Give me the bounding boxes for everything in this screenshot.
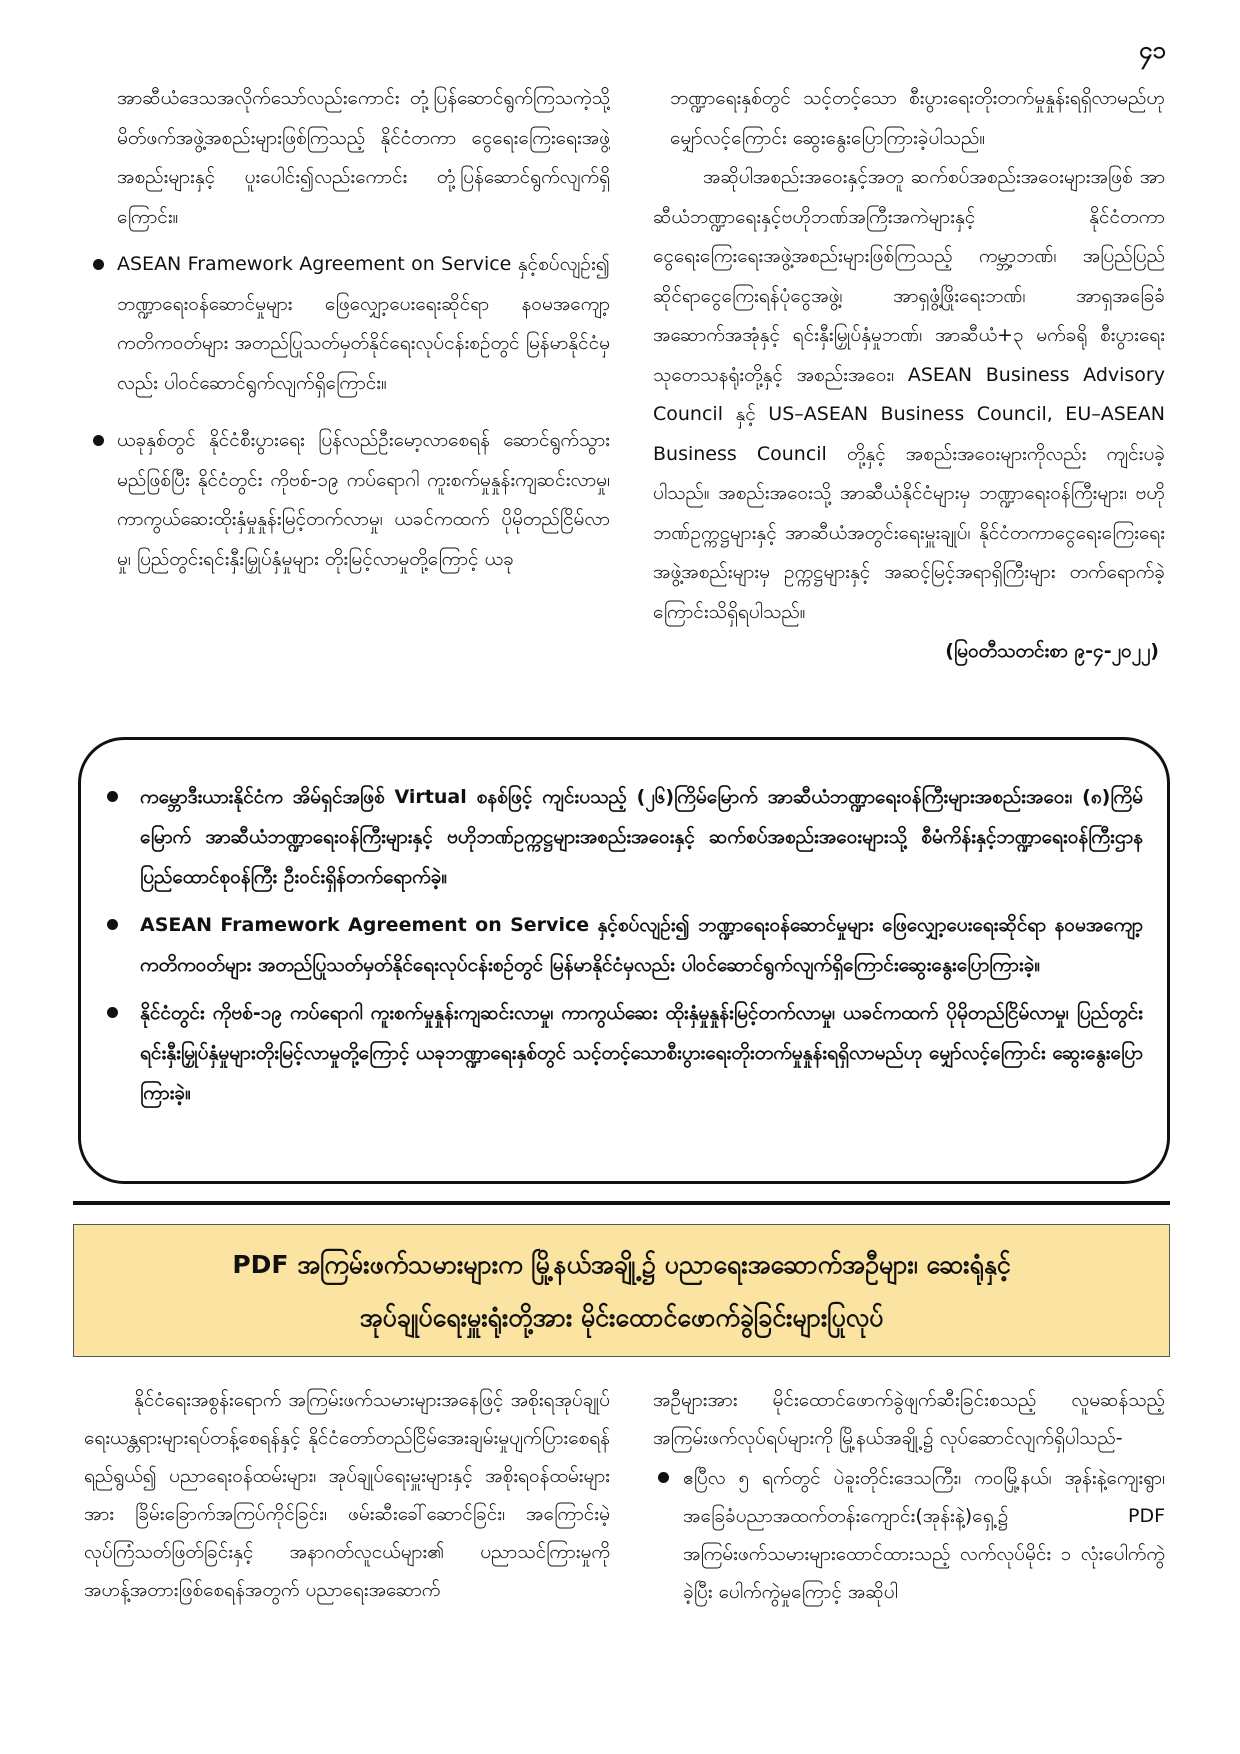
bullet-text: ဧပြီလ ၅ ရက်တွင် ပဲခူးတိုင်းဒေသကြီး၊ ကဝမြို့နယ်၊ အုန်းနဲ့ကျေးရွာ၊ အခြေခံပညာအထက်တန်းကျောင်း(အုန်းနဲ့)ရှေ့၌ PDF အကြမ်းဖက်သမားများထောင်ထားသည့် လက်လုပ်မိုင်း ၁ လုံးပေါက်ကွဲခဲ့ပြီး ပေါက်ကွဲမှုကြောင့် အဆိုပါ	[683, 1467, 1165, 1603]
headline-line: PDF အကြမ်းဖက်သမားများက မြို့နယ်အချို့၌ ပညာရေးအဆောက်အဦများ၊ ဆေးရုံနှင့်	[232, 1249, 1011, 1279]
article1-right-column	[653, 79, 1165, 724]
body-paragraph: နိုင်ငံရေးအစွန်းရောက် အကြမ်းဖက်သမားများအနေဖြင့် အစိုးရအုပ်ချုပ်ရေးယန္တရားများရပ်တန့်စေရန်နှင့် နိုင်ငံတော်တည်ငြိမ်အေးချမ်းမှုပျက်ပြားစေရန်ရည်ရွယ်၍ ပညာရေးဝန်ထမ်းများ၊ အုပ်ချုပ်ရေးမှူးများနှင့် အစိုးရဝန်ထမ်းများအား ခြိမ်းခြောက်အကြပ်ကိုင်ခြင်း၊ ဖမ်းဆီးခေါ်ဆောင်ခြင်း၊ အကြောင်းမဲ့လုပ်ကြံသတ်ဖြတ်ခြင်းနှင့် အနာဂတ်လူငယ်များ၏ ပညာသင်ကြားမှုကို အဟန့်အတားဖြစ်စေရန်အတွက် ပညာရေးအဆောက်	[84, 1389, 610, 1601]
section-divider	[73, 1201, 1170, 1205]
list-item	[90, 421, 610, 579]
article2-right-column	[653, 1381, 1165, 1681]
summary-item	[107, 777, 1143, 897]
headline-line: အုပ်ချုပ်ရေးမှူးရုံးတို့အား မိုင်းထောင်ဖောက်ခွဲခြင်းများပြုလုပ်	[359, 1302, 884, 1332]
article2-left-column	[84, 1381, 610, 1681]
summary-text: နိုင်ငံတွင်း ကိုဗစ်-၁၉ ကပ်ရောဂါ ကူးစက်မှုနှုန်းကျဆင်းလာမှု၊ ကာကွယ်ဆေး ထိုးနှံမှုနှုန်းမြင့်တက်လာမှု၊ ယခင်ကထက် ပိုမိုတည်ငြိမ်လာမှု၊ ပြည်တွင်းရင်းနှီးမြှုပ်နှံမှုများတိုးမြင့်လာမှုတို့ကြောင့် ယခုဘဏ္ဍာရေးနှစ်တွင် သင့်တင့်သောစီးပွားရေးတိုးတက်မှုနှုန်းရရှိလာမည်ဟု မျှော်လင့်ကြောင်း ဆွေးနွေးပြောကြားခဲ့။	[140, 1002, 1143, 1104]
bullet-icon	[107, 791, 118, 802]
body-paragraph: အဆိုပါအစည်းအဝေးနှင့်အတူ ဆက်စပ်အစည်းအဝေးများအဖြစ် အာဆီယံဘဏ္ဍာရေးနှင့်ဗဟိုဘဏ်အကြီးအကဲများနှင့် နိုင်ငံတကာငွေရေးကြေးရေးအဖွဲ့အစည်းများဖြစ်ကြသည့် ကမ္ဘာ့ဘဏ်၊ အပြည်ပြည်ဆိုင်ရာငွေကြေးရန်ပုံငွေအဖွဲ့၊ အာရှဖွံ့ဖြိုးရေးဘဏ်၊ အာရှအခြေခံအဆောက်အအုံနှင့် ရင်းနှီးမြှုပ်နှံမှုဘဏ်၊ အာဆီယံ+၃ မက်ခရို စီးပွားရေးသုတေသနရုံးတို့နှင့် အစည်းအဝေး၊ ASEAN Business Advisory Council နှင့် US–ASEAN Business Council, EU–ASEAN Business Council တို့နှင့် အစည်းအဝေးများကိုလည်း ကျင်းပခဲ့ပါသည်။ အစည်းအဝေးသို့ အာဆီယံနိုင်ငံများမှ ဘဏ္ဍာရေးဝန်ကြီးများ၊ ဗဟိုဘဏ်ဥက္ကဋ္ဌများနှင့် အာဆီယံအတွင်းရေးမှူးချုပ်၊ နိုင်ငံတကာငွေရေးကြေးရေးအဖွဲ့အစည်းများမှ ဥက္ကဋ္ဌများနှင့် အဆင့်မြင့်အရာရှိကြီးများ တက်ရောက်ခဲ့ကြောင်းသိရှိရပါသည်။	[653, 166, 1165, 623]
bullet-icon	[658, 1472, 669, 1483]
page-number: ၄၁	[1139, 36, 1166, 64]
summary-text: ကမ္ဘောဒီးယားနိုင်ငံက အိမ်ရှင်အဖြစ် Virtual စနစ်ဖြင့် ကျင်းပသည့် (၂၆)ကြိမ်မြောက် အာဆီယံဘဏ္ဍာရေးဝန်ကြီးများအစည်းအဝေး၊ (၈)ကြိမ်မြောက် အာဆီယံဘဏ္ဍာရေးဝန်ကြီးများနှင့် ဗဟိုဘဏ်ဥက္ကဋ္ဌများအစည်းအဝေးနှင့် ဆက်စပ်အစည်းအဝေးများသို့ စီမံကိန်းနှင့်ဘဏ္ဍာရေးဝန်ကြီးဌာန ပြည်ထောင်စုဝန်ကြီး ဦးဝင်းရှိန်တက်ရောက်ခဲ့။	[140, 786, 1143, 888]
bullet-icon	[93, 259, 104, 270]
list-item	[90, 245, 610, 403]
bullet-icon	[107, 1007, 118, 1018]
bullet-text: ယခုနှစ်တွင် နိုင်ငံစီးပွားရေး ပြန်လည်ဦးမော့လာစေရန် ဆောင်ရွက်သွားမည်ဖြစ်ပြီး နိုင်ငံတွင်း ကိုဗစ်-၁၉ ကပ်ရောဂါ ကူးစက်မှုနှုန်းကျဆင်းလာမှု၊ ကာကွယ်ဆေးထိုးနှံမှုနှုန်းမြင့်တက်လာမှု၊ ယခင်ကထက် ပိုမိုတည်ငြိမ်လာမှု၊ ပြည်တွင်းရင်းနှီးမြှုပ်နှံမှုများ တိုးမြင့်လာမှုတို့ကြောင့် ယခု	[117, 429, 610, 570]
summary-item	[107, 993, 1143, 1113]
summary-box	[78, 737, 1170, 1184]
bullet-icon	[93, 435, 104, 446]
summary-item	[107, 905, 1143, 985]
summary-text: ASEAN Framework Agreement on Service နှင့်စပ်လျဉ်း၍ ဘဏ္ဍာရေးဝန်ဆောင်မှုများ ဖြေလျှော့ပေးရေးဆိုင်ရာ နဝမအကျော့ ကတိကဝတ်များ အတည်ပြုသတ်မှတ်နိုင်ရေးလုပ်ငန်းစဉ်တွင် မြန်မာနိုင်ငံမှလည်း ပါဝင်ဆောင်ရွက်လျက်ရှိကြောင်းဆွေးနွေးပြောကြားခဲ့။	[140, 914, 1143, 976]
bullet-text: ASEAN Framework Agreement on Service နှင့်စပ်လျဉ်း၍ ဘဏ္ဍာရေးဝန်ဆောင်မှုများ ဖြေလျှော့ပေးရေးဆိုင်ရာ နဝမအကျော့ ကတိကဝတ်များ အတည်ပြုသတ်မှတ်နိုင်ရေးလုပ်ငန်းစဉ်တွင် မြန်မာနိုင်ငံမှလည်း ပါဝင်ဆောင်ရွက်လျက်ရှိကြောင်း။	[117, 253, 610, 394]
article2-headline	[73, 1224, 1170, 1357]
article1-left-column	[90, 79, 610, 724]
continued-bullet-text: ဘဏ္ဍာရေးနှစ်တွင် သင့်တင့်သော စီးပွားရေးတိုးတက်မှုနှုန်းရရှိလာမည်ဟု မျှော်လင့်ကြောင်း ဆွေးနွေးပြောကြားခဲ့ပါသည်။	[670, 87, 1165, 149]
news-source-credit: (မြဝတီသတင်းစာ ၉-၄-၂၀၂၂)	[945, 640, 1159, 662]
bullet-icon	[107, 919, 118, 930]
list-item	[653, 1459, 1165, 1611]
continued-paragraph: အဦများအား မိုင်းထောင်ဖောက်ခွဲဖျက်ဆီးခြင်းစသည့် လူမဆန်သည့်အကြမ်းဖက်လုပ်ရပ်များကို မြို့နယ်အချို့၌ လုပ်ဆောင်လျက်ရှိပါသည်-	[653, 1389, 1165, 1449]
continued-bullet-text: အာဆီယံဒေသအလိုက်သော်လည်းကောင်း တုံ့ပြန်ဆောင်ရွက်ကြသကဲ့သို့ မိတ်ဖက်အဖွဲ့အစည်းများဖြစ်ကြသည့် နိုင်ငံတကာ ငွေရေးကြေးရေးအဖွဲ့အစည်းများနှင့် ပူးပေါင်း၍လည်းကောင်း တုံ့ပြန်ဆောင်ရွက်လျက်ရှိကြောင်း။	[117, 87, 610, 228]
